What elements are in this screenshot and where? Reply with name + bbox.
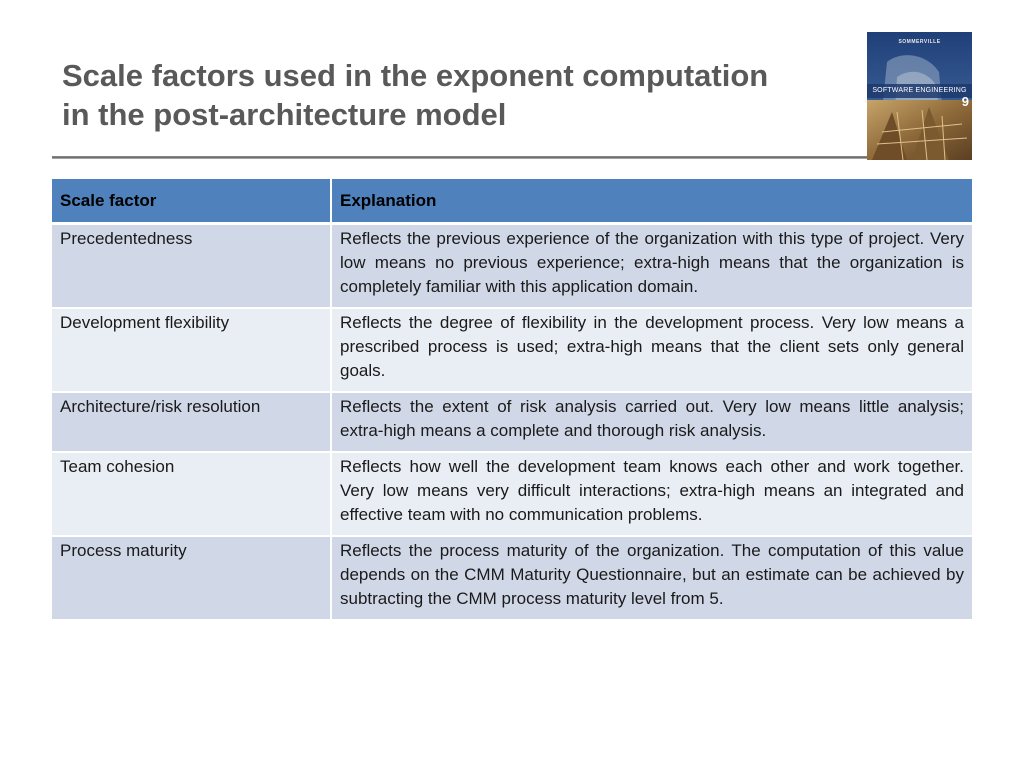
slide-title-line-2: in the post-architecture model (62, 97, 507, 132)
table-row (52, 224, 972, 309)
column-header-explanation: Explanation (331, 179, 972, 224)
scale-factor-cell: Precedentedness (52, 224, 331, 309)
column-header-scale-factor: Scale factor (52, 179, 331, 224)
slide-title-line-1: Scale factors used in the exponent computation (62, 58, 769, 93)
slide-title (62, 56, 852, 134)
table-row (52, 308, 972, 392)
book-cover-artwork (867, 32, 972, 160)
scale-factor-cell: Process maturity (52, 536, 331, 620)
explanation-cell: Reflects the degree of flexibility in the development process. Very low means a prescribed process is used; extra-high means that the client sets only general goals. (331, 308, 972, 392)
table-row (52, 452, 972, 536)
table-row (52, 536, 972, 620)
book-cover-title: SOFTWARE ENGINEERING (872, 87, 967, 94)
book-cover-image (867, 32, 972, 160)
scale-factor-cell: Team cohesion (52, 452, 331, 536)
explanation-cell: Reflects how well the development team knows each other and work together. Very low means very difficult interactions; extra-high means an integrated and effective team with no communication problems. (331, 452, 972, 536)
title-divider (52, 156, 870, 159)
book-cover-author: SOMMERVILLE (898, 39, 941, 45)
explanation-cell: Reflects the extent of risk analysis carried out. Very low means little analysis; extra-high means a complete and thorough risk analysis. (331, 392, 972, 452)
table-row (52, 392, 972, 452)
table-header-row (52, 179, 972, 224)
explanation-cell: Reflects the process maturity of the organization. The computation of this value depends on the CMM Maturity Questionnaire, but an estimate can be achieved by subtracting the CMM process maturity level from 5. (331, 536, 972, 620)
explanation-cell: Reflects the previous experience of the organization with this type of project. Very low means no previous experience; extra-high means that the organization is completely familiar with this application domain. (331, 224, 972, 309)
scale-factor-cell: Development flexibility (52, 308, 331, 392)
book-cover-edition: 9 (961, 94, 969, 109)
scale-factor-cell: Architecture/risk resolution (52, 392, 331, 452)
scale-factors-table (52, 179, 972, 621)
